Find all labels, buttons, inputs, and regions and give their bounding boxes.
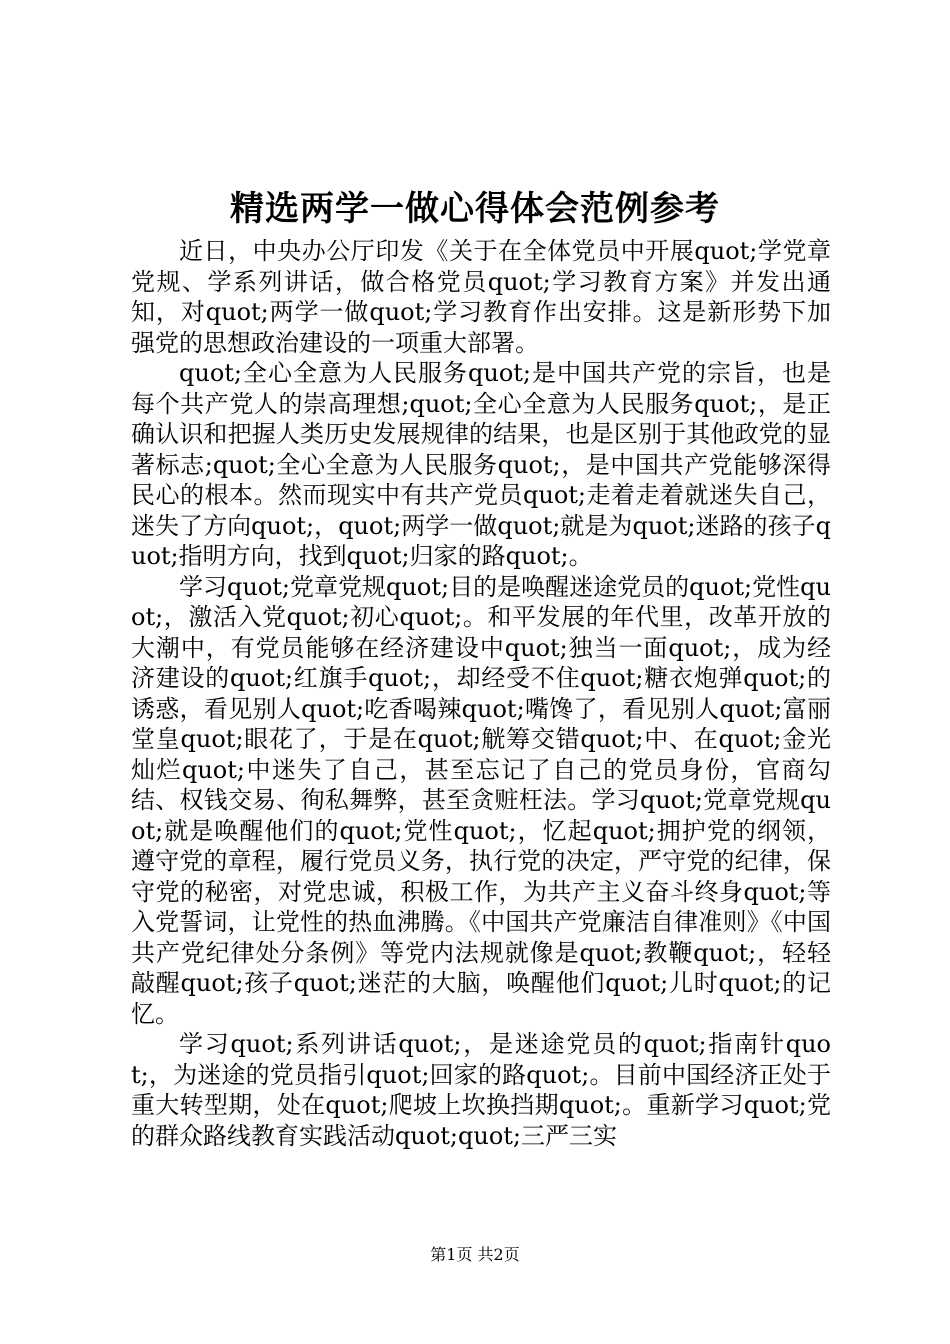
paragraph-3: 学习quot;党章党规quot;目的是唤醒迷途党员的quot;党性quot;，激活入党quot;初心quot;。和平发展的年代里，改革开放的大潮中，有党员能够在经济建设中quot;独当一面quot;，成为经济建设的quot;红旗手quot;，却经受不住quot;糖衣炮弹quot;的诱惑，看见别人quot;吃香喝辣quot;嘴馋了，看见别人quot;富丽堂皇quot;眼花了，于是在quot;觥筹交错quot;中、在quot;金光灿烂quot;中迷失了自己，甚至忘记了自己的党员身份，官商勾结、权钱交易、徇私舞弊，甚至贪赃枉法。学习quot;党章党规quot;就是唤醒他们的quot;党性quot;，忆起quot;拥护党的纲领，遵守党的章程，履行党员义务，执行党的决定，严守党的纪律，保守党的秘密，对党忠诚，积极工作，为共产主义奋斗终身quot;等入党誓词，让党性的热血沸腾。《中国共产党廉洁自律准则》《中国共产党纪律处分条例》等党内法规就像是quot;教鞭quot;，轻轻敲醒quot;孩子quot;迷茫的大脑，唤醒他们quot;儿时quot;的记忆。 — [131, 572, 831, 1028]
paragraph-4: 学习quot;系列讲话quot;，是迷途党员的quot;指南针quot;，为迷途的党员指引quot;回家的路quot;。目前中国经济正处于重大转型期，处在quot;爬坡上坎换挡期quot;。重新学习quot;党的群众路线教育实践活动quot;quot;三严三实 — [131, 1030, 831, 1150]
page-number-footer: 第1页 共2页 — [430, 1245, 520, 1264]
document-body — [131, 236, 831, 1151]
paragraph-1: 近日，中央办公厅印发《关于在全体党员中开展quot;学党章党规、学系列讲话，做合格党员quot;学习教育方案》并发出通知，对quot;两学一做quot;学习教育作出安排。这是新形势下加强党的思想政治建设的一项重大部署。 — [131, 237, 831, 357]
document-title: 精选两学一做心得体会范例参考 — [230, 189, 720, 229]
paragraph-2: quot;全心全意为人民服务quot;是中国共产党的宗旨，也是每个共产党人的崇高理想;quot;全心全意为人民服务quot;，是正确认识和把握人类历史发展规律的结果，也是区别于其他政党的显著标志;quot;全心全意为人民服务quot;，是中国共产党能够深得民心的根本。然而现实中有共产党员quot;走着走着就迷失自己，迷失了方向quot;，quot;两学一做quot;就是为quot;迷路的孩子quot;指明方向，找到quot;归家的路quot;。 — [131, 359, 831, 570]
